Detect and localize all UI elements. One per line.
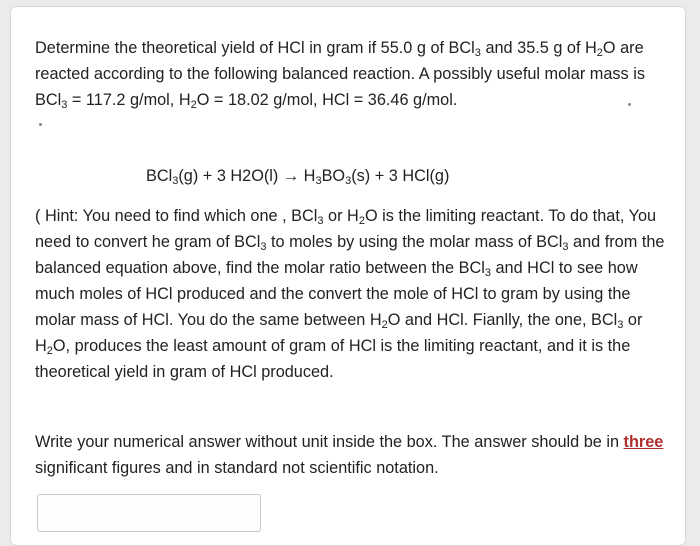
subscript: 2 [381, 319, 388, 331]
instruction-text [35, 429, 667, 481]
question-text-part: O = 18.02 g/mol, HCl = 36.46 g/mol. [196, 91, 458, 109]
question-card [10, 6, 686, 546]
hint-text-part: O and HCl. Fianlly, the one, BCl [387, 311, 618, 329]
instruction-text-part: Write your numerical answer without unit inside the box. The answer should be in [35, 433, 624, 451]
question-text [35, 35, 667, 113]
equation-part: BO [321, 167, 346, 185]
subscript: 2 [596, 47, 603, 59]
subscript: 2 [358, 215, 365, 227]
subscript: 3 [317, 215, 324, 227]
subscript: 2 [46, 345, 53, 357]
instruction-text-part: significant figures and in standard not scientific notation. [35, 459, 439, 477]
equation-part: (s) + 3 HCl(g) [351, 167, 450, 185]
subscript: 3 [345, 175, 352, 187]
subscript: 3 [474, 47, 481, 59]
hint-text-part: or H [35, 311, 643, 355]
hint-text-part: to moles by using the molar mass of BCl [266, 233, 563, 251]
equation-part: (g) + 3 H2O(l) → H [178, 167, 316, 185]
three-emphasis: three [623, 433, 664, 451]
subscript: 2 [190, 99, 197, 111]
question-text-part: O are reacted according to the following balanced reaction. A possibly useful molar mass is BCl [35, 39, 645, 109]
subscript: 3 [172, 175, 179, 187]
subscript: 3 [484, 267, 491, 279]
hint-text-part: O, produces the least amount of gram of HCl is the limiting reactant, and it is the theoretical yield in gram of HCl produced. [35, 337, 631, 381]
hint-text-part: ( Hint: You need to find which one , BCl [35, 207, 318, 225]
subscript: 3 [61, 99, 68, 111]
reaction-equation [146, 163, 666, 189]
subscript: 3 [562, 241, 569, 253]
stray-dot [39, 123, 42, 126]
question-text-part: = 117.2 g/mol, H [67, 91, 191, 109]
subscript: 3 [617, 319, 624, 331]
stray-dot [628, 103, 631, 106]
hint-text-part: and HCl to see how much moles of HCl produced and the convert the mole of HCl to gram by using the molar mass of HCl. You do the same between H [35, 259, 638, 329]
equation-part: BCl [146, 167, 173, 185]
subscript: 3 [315, 175, 322, 187]
subscript: 3 [260, 241, 267, 253]
hint-text-part: and from the balanced equation above, find the molar ratio between the BCl [35, 233, 665, 277]
hint-text-part: or H [323, 207, 359, 225]
question-text-part: Determine the theoretical yield of HCl in gram if 55.0 g of BCl [35, 39, 475, 57]
hint-text [35, 203, 667, 385]
answer-input[interactable] [37, 494, 261, 532]
question-text-part: and 35.5 g of H [480, 39, 597, 57]
hint-text-part: O is the limiting reactant. To do that, You need to convert he gram of BCl [35, 207, 657, 251]
